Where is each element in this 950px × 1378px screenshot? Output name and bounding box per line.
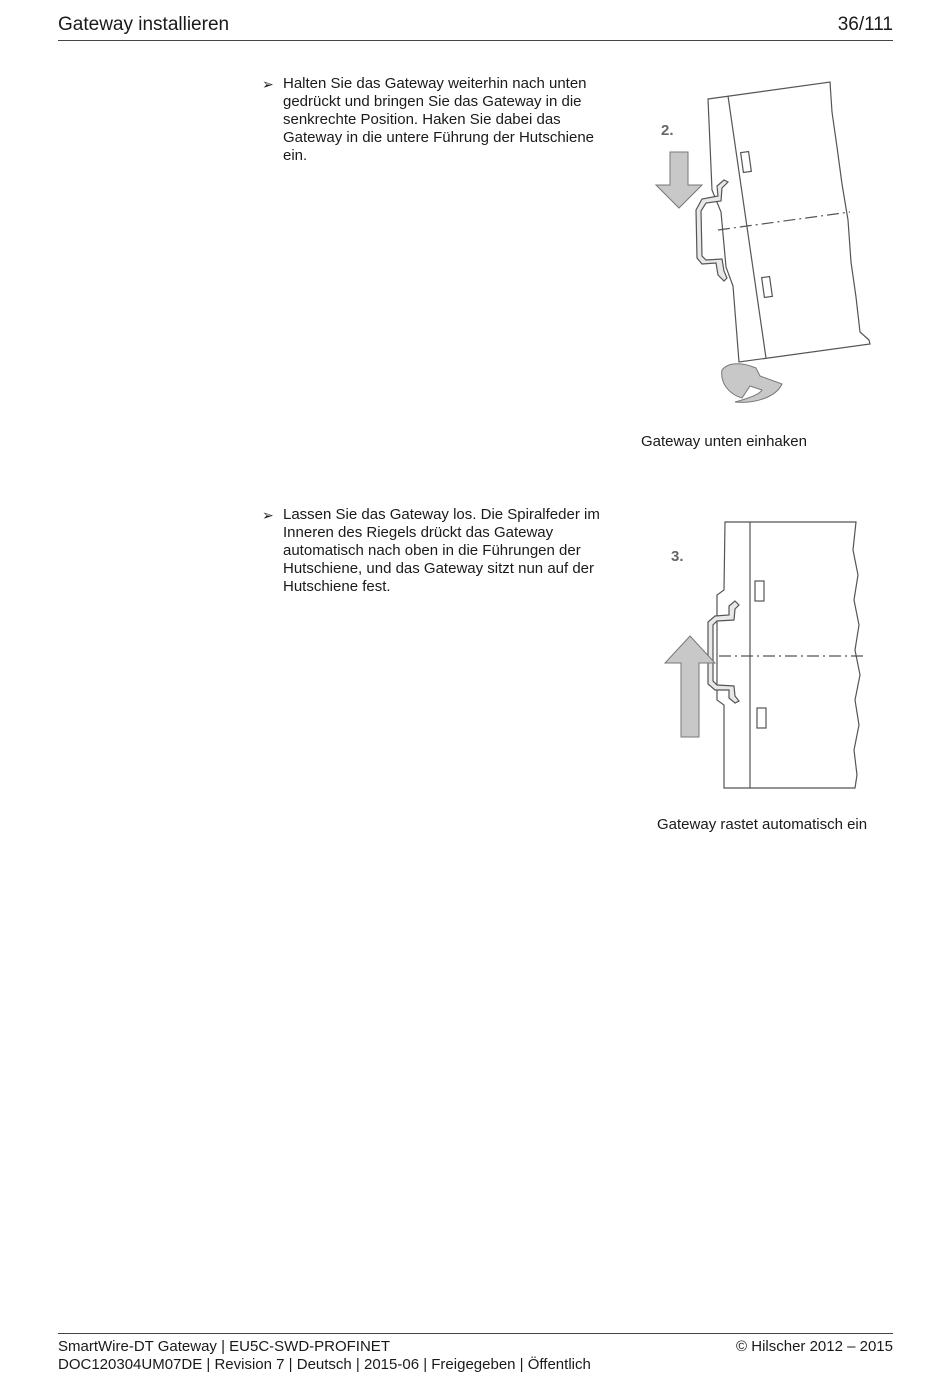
figure-step-label: 2.: [661, 122, 674, 139]
instruction-step-3: [262, 506, 622, 596]
footer-copyright: © Hilscher 2012 – 2015: [736, 1338, 893, 1355]
page-header: [58, 14, 893, 41]
figure-caption: Gateway unten einhaken: [641, 433, 807, 450]
page-footer: [58, 1333, 893, 1373]
instruction-text: Halten Sie das Gateway weiterhin nach unten gedrückt und bringen Sie das Gateway in die senkrechte Position. Haken Sie dabei das Gateway in die untere Führung der Hutschiene ein.: [283, 75, 595, 164]
section-title: Gateway installieren: [58, 14, 230, 35]
figure-gateway-hook-bottom: [640, 72, 890, 412]
figure-gateway-snap-in: [645, 515, 875, 795]
arrow-bullet-icon: ➢: [262, 507, 274, 523]
page-number: 36/111: [837, 14, 893, 35]
instruction-step-2: [262, 75, 622, 165]
instruction-text: Lassen Sie das Gateway los. Die Spiralfeder im Inneren des Riegels drückt das Gateway automatisch nach oben in die Führungen der Hutschiene, und das Gateway sitzt nun auf der Hutschiene fest.: [283, 506, 600, 595]
figure-caption: Gateway rastet automatisch ein: [657, 816, 868, 833]
footer-product-line: SmartWire-DT Gateway | EU5C-SWD-PROFINET: [58, 1338, 390, 1355]
footer-document-line: DOC120304UM07DE | Revision 7 | Deutsch | 2015-06 | Freigegeben | Öffentlich: [58, 1356, 591, 1373]
arrow-bullet-icon: ➢: [262, 76, 274, 92]
figure-step-label: 3.: [671, 548, 684, 565]
